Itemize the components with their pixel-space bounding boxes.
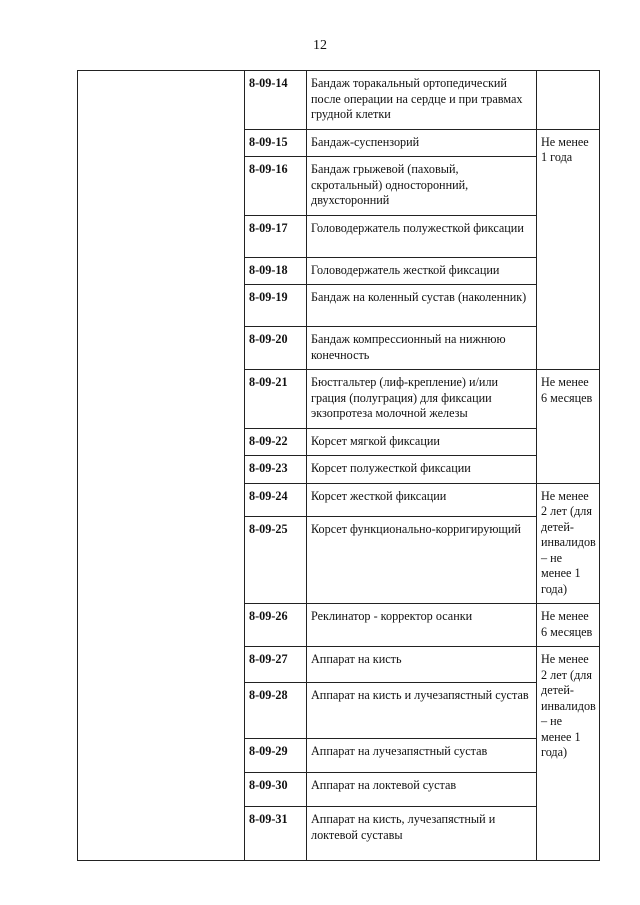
product-code: 8-09-25 xyxy=(245,516,307,603)
product-code: 8-09-28 xyxy=(245,683,307,739)
product-code: 8-09-20 xyxy=(245,327,307,370)
usage-term: Не менее 6 месяцев xyxy=(537,370,600,484)
product-name: Корсет жесткой фиксации xyxy=(307,483,537,516)
page-number: 12 xyxy=(313,38,327,53)
product-code: 8-09-15 xyxy=(245,129,307,157)
usage-term: Не менее 6 месяцев xyxy=(537,604,600,647)
product-code: 8-09-18 xyxy=(245,257,307,285)
product-code: 8-09-30 xyxy=(245,773,307,807)
product-name: Корсет функционально-корригирующий xyxy=(307,516,537,603)
blank-column xyxy=(78,71,245,861)
orthopedic-products-table xyxy=(77,70,600,861)
product-code: 8-09-31 xyxy=(245,807,307,861)
product-code: 8-09-16 xyxy=(245,157,307,216)
term-cell-empty xyxy=(537,71,600,130)
product-name: Головодержатель жесткой фиксации xyxy=(307,257,537,285)
product-name: Бюстгальтер (лиф-крепление) и/или грация (полуграция) для фиксации экзопротеза молочной железы xyxy=(307,370,537,429)
product-code: 8-09-17 xyxy=(245,215,307,257)
usage-term: Не менее 2 лет (для детей-инвалидов – не менее 1 года) xyxy=(537,483,600,604)
usage-term: Не менее 1 года xyxy=(537,129,600,370)
product-name: Аппарат на локтевой сустав xyxy=(307,773,537,807)
product-name: Реклинатор - корректор осанки xyxy=(307,604,537,647)
product-name: Корсет полужесткой фиксации xyxy=(307,456,537,484)
product-code: 8-09-14 xyxy=(245,71,307,130)
product-name: Аппарат на кисть xyxy=(307,647,537,683)
product-code: 8-09-23 xyxy=(245,456,307,484)
usage-term: Не менее 2 лет (для детей-инвалидов – не менее 1 года) xyxy=(537,647,600,861)
product-code: 8-09-22 xyxy=(245,428,307,456)
product-code: 8-09-21 xyxy=(245,370,307,429)
product-name: Бандаж компрессионный на нижнюю конечность xyxy=(307,327,537,370)
table-row xyxy=(78,71,600,130)
product-name: Аппарат на кисть и лучезапястный сустав xyxy=(307,683,537,739)
product-name: Бандаж на коленный сустав (наколенник) xyxy=(307,285,537,327)
product-name: Головодержатель полужесткой фиксации xyxy=(307,215,537,257)
product-name: Бандаж-суспензорий xyxy=(307,129,537,157)
product-code: 8-09-29 xyxy=(245,739,307,773)
product-name: Корсет мягкой фиксации xyxy=(307,428,537,456)
product-name: Аппарат на кисть, лучезапястный и локтевой суставы xyxy=(307,807,537,861)
product-code: 8-09-24 xyxy=(245,483,307,516)
product-code: 8-09-19 xyxy=(245,285,307,327)
product-code: 8-09-26 xyxy=(245,604,307,647)
product-code: 8-09-27 xyxy=(245,647,307,683)
product-name: Бандаж торакальный ортопедический после операции на сердце и при травмах грудной клетки xyxy=(307,71,537,130)
product-name: Бандаж грыжевой (паховый, скротальный) односторонний, двухсторонний xyxy=(307,157,537,216)
product-name: Аппарат на лучезапястный сустав xyxy=(307,739,537,773)
